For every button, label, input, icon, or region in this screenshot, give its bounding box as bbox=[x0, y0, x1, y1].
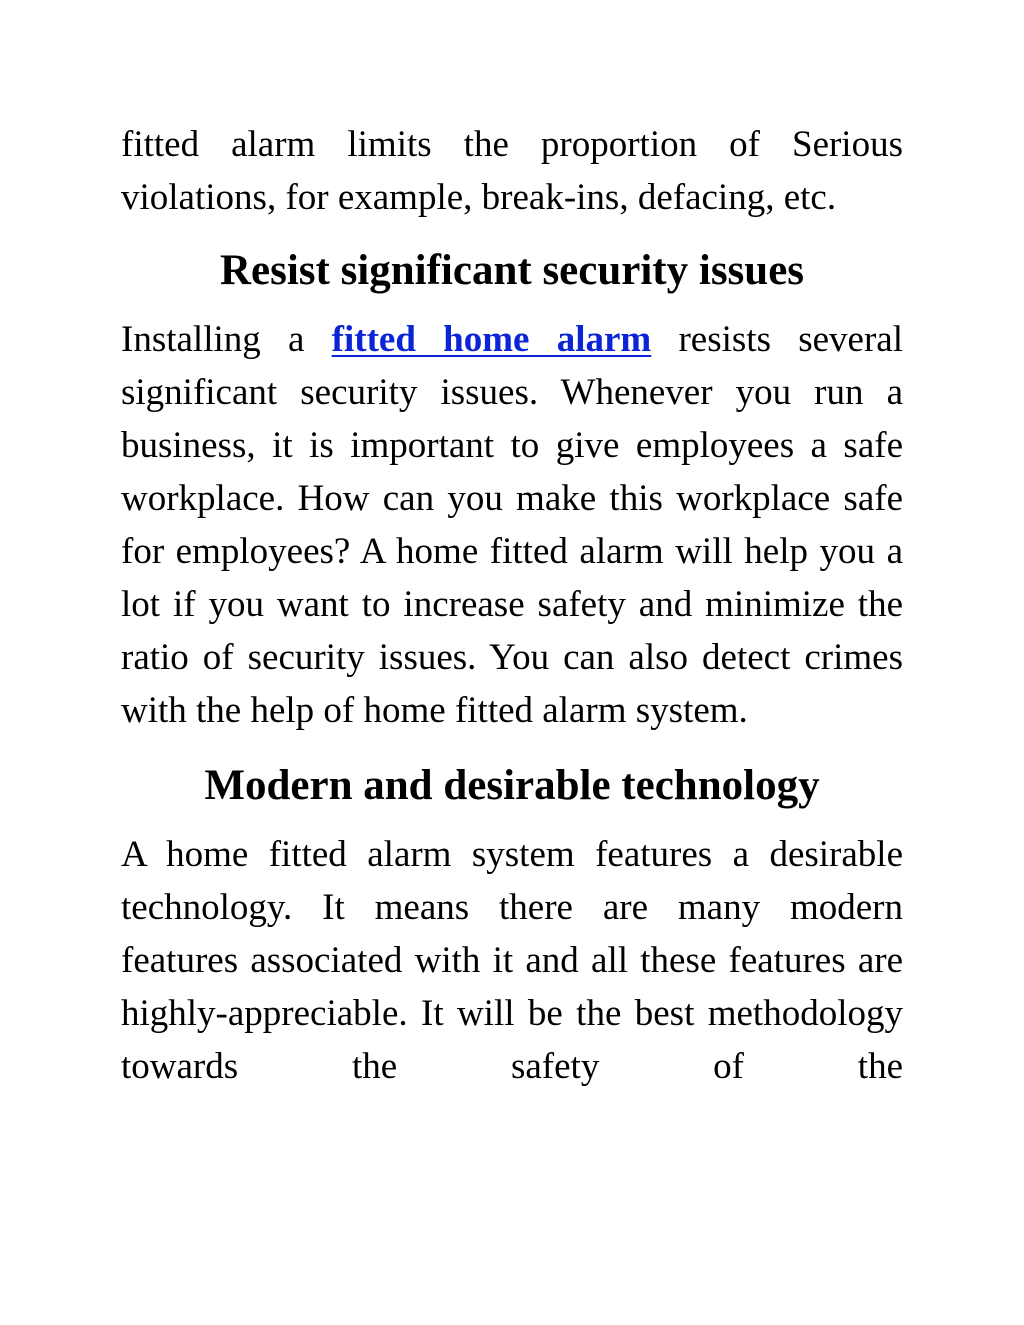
section-heading-technology: Modern and desirable technology bbox=[204, 762, 820, 809]
paragraph-text-rest: resists several significant security issues. Whenever you run a business, it is important to give employees a safe workplace. How can you make this workplace safe for employees? A home fitted alarm will help you a lot if you want to increase safety and minimize the ratio of security issues. You can also detect crimes with the help of home fitted alarm system. bbox=[121, 319, 903, 731]
intro-paragraph: fitted alarm limits the proportion of Serious violations, for example, break-ins, defacing, etc. bbox=[121, 124, 903, 218]
security-paragraph bbox=[121, 313, 903, 737]
section-heading-security: Resist significant security issues bbox=[219, 247, 805, 294]
fitted-home-alarm-link[interactable]: fitted home alarm bbox=[331, 319, 652, 360]
document-page bbox=[121, 118, 903, 1093]
technology-paragraph: A home fitted alarm system features a desirable technology. It means there are many modern features associated with it and all these features are highly-appreciable. It will be the best methodology towards the safety of the bbox=[121, 834, 903, 1087]
paragraph-text-start: Installing a bbox=[121, 319, 332, 360]
